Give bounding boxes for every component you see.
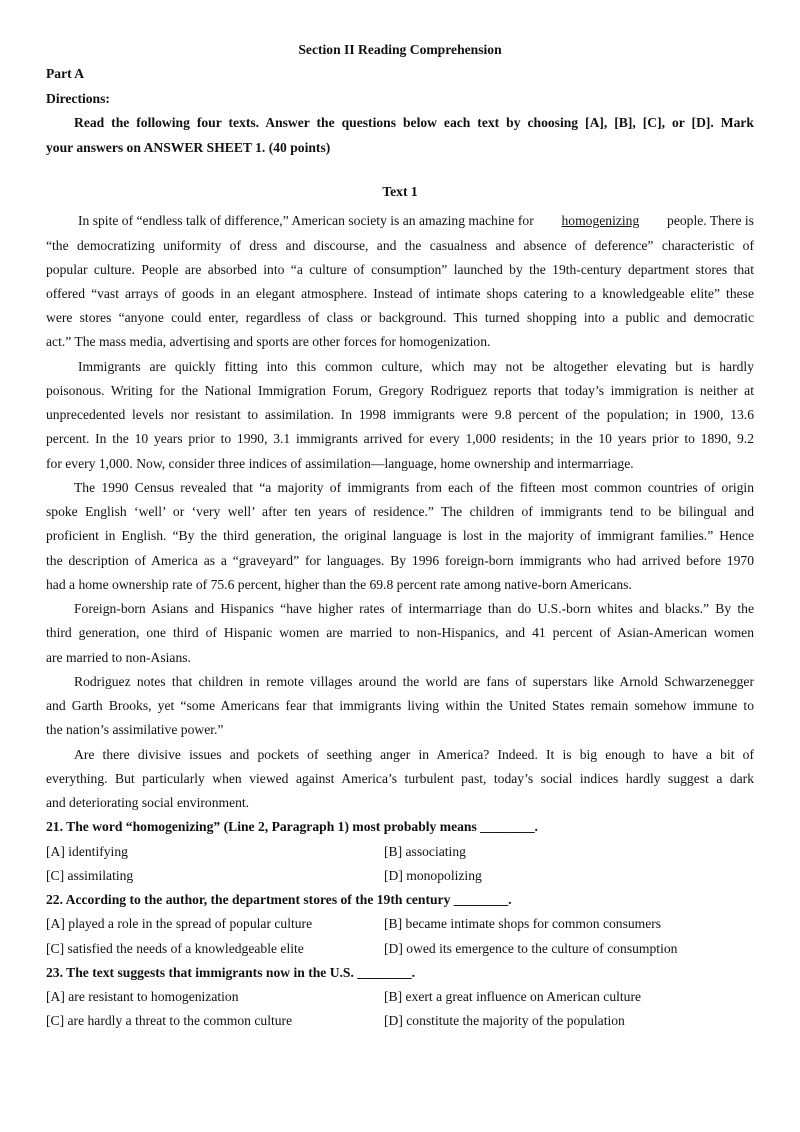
paragraph-1-line-1 xyxy=(78,213,754,229)
section-title: Section II Reading Comprehension xyxy=(298,42,502,57)
paragraph-2-line-3: unprecedented levels nor resistant to assimilation. In 1998 immigrants were 9.8 percent of the population; in 1900, 13.6 xyxy=(46,407,754,422)
directions-label: Directions: xyxy=(46,91,110,106)
p1-text-after: people. There is xyxy=(667,213,754,228)
question-21-stem: 21. The word “homogenizing” (Line 2, Paragraph 1) most probably means ________. xyxy=(46,819,538,834)
question-21-option-d: [D] monopolizing xyxy=(384,868,482,883)
paragraph-1-line-5: were stores “anyone could enter, regardless of class or background. This turned shopping into a public and democratic xyxy=(46,310,754,325)
paragraph-1-line-2: “the democratizing uniformity of dress and discourse, and the casualness and absence of deference” characteristic of xyxy=(46,238,754,253)
text-title: Text 1 xyxy=(382,184,418,199)
directions-line-1: Read the following four texts. Answer the questions below each text by choosing [A], [B], [C], or [D]. Mark xyxy=(74,115,754,130)
question-23-option-b: [B] exert a great influence on American culture xyxy=(384,989,642,1004)
directions-line-2: your answers on ANSWER SHEET 1. (40 points) xyxy=(46,140,331,155)
paragraph-1-line-3: popular culture. People are absorbed into “a culture of consumption” launched by the 19th-century department stores that xyxy=(46,262,754,277)
paragraph-3-line-2: spoke English ‘well’ or ‘very well’ after ten years of residence.” The children of immigrants tend to be bilingual and xyxy=(46,504,754,519)
paragraph-3-line-3: proficient in English. “By the third generation, the original language is lost in the majority of immigrant families.” Hence xyxy=(46,528,754,543)
paragraph-4-line-3: are married to non-Asians. xyxy=(46,650,191,665)
paragraph-2-line-4: percent. In the 10 years prior to 1990, 3.1 immigrants arrived for every 1,000 residents; in the 10 years prior to 1890, 9.2 xyxy=(46,431,754,446)
p1-text-before: In spite of “endless talk of difference,” American society is an amazing machine for xyxy=(78,213,534,228)
paragraph-2-line-5: for every 1,000. Now, consider three indices of assimilation—language, home ownership and intermarriage. xyxy=(46,456,634,471)
question-21-option-a: [A] identifying xyxy=(46,844,128,859)
question-23-stem: 23. The text suggests that immigrants now in the U.S. ________. xyxy=(46,965,416,980)
paragraph-2-line-2: poisonous. Writing for the National Immigration Forum, Gregory Rodriguez reports that today’s immigration is neither at xyxy=(46,383,754,398)
paragraph-5-line-1: Rodriguez notes that children in remote villages around the world are fans of superstars like Arnold Schwarzenegger xyxy=(74,674,754,689)
paragraph-5-line-2: and Garth Brooks, yet “some Americans fear that immigrants living within the United States remain somehow immune to xyxy=(46,698,754,713)
paragraph-4-line-1: Foreign-born Asians and Hispanics “have higher rates of intermarriage than do U.S.-born whites and blacks.” By the xyxy=(74,601,754,616)
paragraph-4-line-2: third generation, one third of Hispanic women are married to non-Hispanics, and 41 percent of Asian-American women xyxy=(46,625,754,640)
paragraph-6-line-3: and deteriorating social environment. xyxy=(46,795,250,810)
paragraph-3-line-4: the description of America as a “graveyard” for languages. By 1996 foreign-born immigrants who had arrived before 1970 xyxy=(46,553,754,568)
paragraph-6-line-1: Are there divisive issues and pockets of seething anger in America? Indeed. It is big enough to have a bit of xyxy=(74,747,754,762)
question-22-stem: 22. According to the author, the department stores of the 19th century ________. xyxy=(46,892,512,907)
question-23-option-c: [C] are hardly a threat to the common culture xyxy=(46,1013,293,1028)
question-21-option-c: [C] assimilating xyxy=(46,868,134,883)
question-22-option-d: [D] owed its emergence to the culture of consumption xyxy=(384,941,678,956)
homogenizing-underlined-word: homogenizing xyxy=(561,213,640,228)
question-22-option-b: [B] became intimate shops for common consumers xyxy=(384,916,662,931)
paragraph-3-line-1: The 1990 Census revealed that “a majority of immigrants from each of the fifteen most common countries of origin xyxy=(74,480,754,495)
paragraph-1-line-6: act.” The mass media, advertising and sports are other forces for homogenization. xyxy=(46,334,491,349)
question-23-option-d: [D] constitute the majority of the population xyxy=(384,1013,625,1028)
paragraph-1-line-4: offered “vast arrays of goods in an elegant atmosphere. Instead of intimate shops catering to a knowledgeable elite” these xyxy=(46,286,754,301)
question-23-option-a: [A] are resistant to homogenization xyxy=(46,989,239,1004)
paragraph-6-line-2: everything. But particularly when viewed against America’s turbulent past, today’s social indices hardly suggest a dark xyxy=(46,771,754,786)
paragraph-2-line-1: Immigrants are quickly fitting into this common culture, which may not be altogether elevating but is hardly xyxy=(78,359,754,374)
paragraph-3-line-5: had a home ownership rate of 75.6 percent, higher than the 69.8 percent rate among native-born Americans. xyxy=(46,577,632,592)
question-22-option-a: [A] played a role in the spread of popular culture xyxy=(46,916,313,931)
part-label: Part A xyxy=(46,66,85,81)
question-21-option-b: [B] associating xyxy=(384,844,466,859)
question-22-option-c: [C] satisfied the needs of a knowledgeable elite xyxy=(46,941,304,956)
paragraph-5-line-3: the nation’s assimilative power.” xyxy=(46,722,224,737)
